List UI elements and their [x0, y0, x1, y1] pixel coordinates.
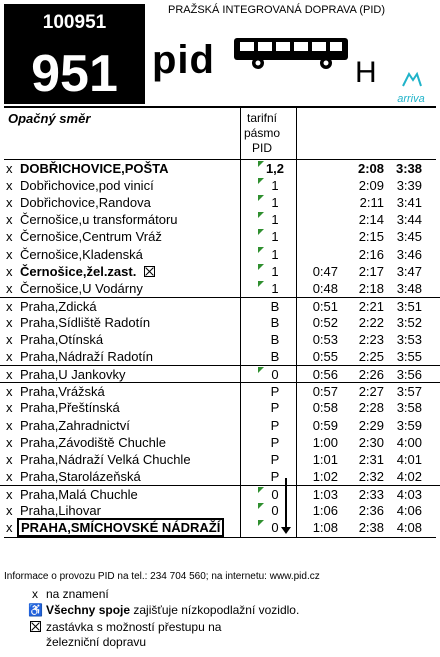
request-stop-mark: x [6, 434, 13, 450]
legend-low-floor [46, 603, 299, 618]
arriva-logo [388, 70, 434, 105]
request-stop-mark: x [6, 451, 13, 467]
stop-row [0, 451, 440, 468]
departure-time-2: 2:30 [358, 434, 384, 450]
stop-name-cell [20, 399, 240, 416]
departure-time-3: 3:48 [396, 280, 422, 296]
pid-brand: pid [152, 38, 215, 82]
tariff-zone: P [270, 468, 280, 484]
tariff-zone: P [270, 400, 280, 416]
departure-time-3: 3:55 [396, 349, 422, 365]
tariff-zone: P [270, 384, 280, 400]
footer-divider [4, 537, 436, 538]
train-transfer-icon [144, 266, 155, 277]
stop-name: Praha,Závodiště Chuchle [20, 434, 166, 450]
stop-name-cell [20, 314, 240, 331]
header-divider [4, 106, 436, 108]
stop-row [0, 314, 440, 331]
request-stop-mark: x [6, 161, 13, 176]
departure-time-2: 2:29 [358, 417, 384, 433]
departure-time-2: 2:08 [357, 161, 384, 176]
tariff-zone: 0 [271, 520, 279, 536]
departure-time-3: 3:53 [396, 332, 422, 347]
tariff-zone: 0 [271, 503, 279, 518]
wheelchair-icon: ♿ [28, 603, 43, 617]
stop-row [0, 263, 440, 280]
departure-time-2: 2:25 [358, 349, 384, 365]
departure-time-1: 0:57 [312, 384, 338, 400]
stop-name-cell [20, 451, 240, 468]
departure-time-2: 2:15 [358, 229, 384, 245]
train-transfer-icon [28, 620, 42, 634]
departure-time-2: 2:18 [358, 280, 384, 296]
stop-row [0, 417, 440, 434]
stop-name: Černošice,žel.zast. [20, 263, 137, 279]
stop-name: Dobřichovice,pod vinicí [20, 178, 154, 194]
stop-name-cell [20, 434, 240, 451]
request-stop-mark: x [6, 263, 13, 279]
request-stop-mark: x [6, 417, 13, 433]
departure-time-3: 3:56 [396, 367, 422, 383]
departure-time-1: 0:56 [312, 367, 338, 383]
stop-flag: H [355, 56, 377, 89]
stop-name: PRAHA,SMÍCHOVSKÉ NÁDRAŽÍ [21, 520, 221, 536]
stop-name-cell [20, 366, 240, 383]
departure-time-2: 2:26 [358, 367, 384, 383]
stop-name-cell [20, 348, 240, 365]
stop-name-cell [20, 331, 240, 348]
stop-name-cell [20, 383, 240, 400]
departure-time-3: 4:08 [396, 520, 422, 536]
stop-name: Černošice,Centrum Vráž [20, 229, 162, 245]
departure-time-2: 2:23 [358, 332, 384, 347]
departure-time-3: 4:02 [396, 468, 422, 484]
request-stop-mark: x [6, 246, 13, 262]
stop-row [0, 502, 440, 519]
stop-name: Praha,Starolázeňská [20, 468, 141, 484]
route-end-arrow [285, 478, 287, 531]
departure-time-2: 2:32 [358, 468, 384, 484]
stop-name-cell [20, 519, 240, 536]
stop-name: Praha,Přeštínská [20, 400, 120, 416]
stop-name: Praha,Nádraží Radotín [20, 349, 153, 365]
stop-name-cell [20, 246, 240, 263]
tariff-zone: 1 [271, 246, 279, 262]
departure-time-1: 0:52 [312, 314, 338, 330]
stop-row [0, 365, 440, 383]
stop-row [0, 434, 440, 451]
departure-time-2: 2:28 [358, 400, 384, 416]
departure-time-2: 2:22 [358, 314, 384, 330]
stop-name-cell [20, 211, 240, 228]
tariff-zone-header [232, 111, 292, 156]
request-stop-mark: x [6, 468, 13, 484]
tariff-zone: 0 [271, 367, 279, 383]
departure-time-3: 3:52 [396, 314, 422, 330]
departure-time-3: 3:59 [396, 417, 422, 433]
departure-time-2: 2:36 [358, 503, 384, 518]
tariff-zone: B [270, 314, 280, 330]
departure-time-3: 4:03 [396, 486, 422, 502]
departure-time-3: 3:47 [396, 263, 422, 279]
tariff-zone: 1,2 [265, 161, 285, 176]
request-stop-mark: x [6, 367, 13, 383]
tariff-zone: B [270, 298, 280, 314]
stop-name: Praha,Zdická [20, 298, 97, 314]
stop-name-cell [20, 502, 240, 519]
request-stop-mark: x [6, 486, 13, 502]
stop-row [0, 194, 440, 211]
tariff-zone: 1 [271, 229, 279, 245]
stop-name-cell [20, 160, 240, 177]
tariff-zone: B [270, 349, 280, 365]
stop-name: Dobřichovice,Randova [20, 195, 151, 211]
departure-time-3: 3:44 [396, 212, 422, 228]
request-stop-mark: x [6, 384, 13, 400]
stop-name-cell [20, 468, 240, 485]
stop-name: Praha,Malá Chuchle [20, 486, 138, 502]
stop-name-cell [20, 486, 240, 503]
direction-label: Opačný směr [8, 111, 91, 126]
bus-icon [232, 36, 350, 77]
departure-time-2: 2:09 [358, 178, 384, 194]
departure-time-1: 1:08 [312, 520, 338, 536]
request-stop-mark: x [6, 195, 13, 211]
line-number: 951 [31, 45, 118, 103]
departure-time-2: 2:17 [358, 263, 384, 279]
departure-time-2: 2:31 [358, 451, 384, 467]
departure-time-3: 3:41 [396, 195, 422, 211]
request-stop-mark: x [6, 520, 13, 536]
departure-time-3: 4:00 [396, 434, 422, 450]
stop-row [0, 280, 440, 297]
legend-train-transfer-line-2: železniční dopravu [46, 635, 147, 649]
departure-time-3: 3:39 [396, 178, 422, 194]
legend-train-transfer-line-1: zastávka s možností přestupu na [46, 620, 222, 634]
terminal-stop-box [17, 518, 224, 537]
stop-row [0, 228, 440, 245]
tariff-zone: P [270, 417, 280, 433]
departure-time-3: 3:58 [396, 400, 422, 416]
departure-time-2: 2:21 [358, 298, 384, 314]
request-stop-mark: x [6, 298, 13, 314]
request-stop-mark: x [6, 280, 13, 296]
departure-time-3: 3:57 [396, 384, 422, 400]
stop-row [0, 160, 440, 177]
tariff-label-1: tarifní [246, 111, 277, 125]
stop-row [0, 246, 440, 263]
request-stop-mark: x [6, 314, 13, 330]
arrow-down-icon [281, 527, 291, 534]
tariff-zone: 1 [271, 195, 279, 211]
departure-time-2: 2:16 [358, 246, 384, 262]
arriva-logo-text: arriva [397, 93, 425, 105]
stop-name-cell [20, 298, 240, 315]
departure-time-1: 1:06 [312, 503, 338, 518]
departure-time-2: 2:38 [358, 520, 384, 536]
departure-time-1: 0:59 [312, 417, 338, 433]
departure-time-1: 1:02 [312, 468, 338, 484]
departure-time-1: 1:03 [312, 486, 338, 502]
stop-name: Praha,Nádraží Velká Chuchle [20, 451, 191, 467]
tariff-zone: 1 [271, 280, 279, 296]
line-badge [4, 4, 145, 104]
operator-name: PRAŽSKÁ INTEGROVANÁ DOPRAVA (PID) [168, 4, 385, 16]
legend-request-stop: na znamení [46, 587, 109, 601]
departure-time-3: 4:06 [396, 503, 422, 518]
stop-name: Praha,U Jankovky [20, 367, 126, 383]
stop-name: Praha,Otínská [20, 332, 104, 347]
stop-name-cell [20, 417, 240, 434]
tariff-zone: P [270, 434, 280, 450]
legend-train-transfer [46, 620, 221, 650]
stop-name: Praha,Sídliště Radotín [20, 314, 151, 330]
request-stop-mark: x [6, 178, 13, 194]
tariff-zone: 1 [271, 212, 279, 228]
departure-time-2: 2:14 [358, 212, 384, 228]
arriva-icon [399, 70, 423, 88]
departure-time-3: 3:38 [395, 161, 422, 176]
tariff-label-3: PID [251, 141, 272, 155]
stop-name-cell [20, 263, 240, 280]
stop-row [0, 468, 440, 485]
stop-name: Černošice,u transformátoru [20, 212, 178, 228]
contact-info: Informace o provozu PID na tel.: 234 704 560; na internetu: www.pid.cz [4, 571, 320, 582]
departure-time-1: 0:48 [312, 280, 338, 296]
stop-row [0, 519, 440, 536]
departure-time-3: 3:45 [396, 229, 422, 245]
departure-time-2: 2:27 [358, 384, 384, 400]
legend-low-floor-text: zajišťuje nízkopodlažní vozidlo. [130, 603, 300, 617]
departure-time-2: 2:33 [358, 486, 384, 502]
tariff-label-2: pásmo [243, 126, 281, 140]
tariff-zone: 1 [271, 178, 279, 194]
legend-low-floor-bold: Všechny spoje [46, 603, 131, 617]
departure-time-1: 1:01 [312, 451, 338, 467]
stop-name-cell [20, 194, 240, 211]
tariff-zone: 0 [271, 486, 279, 502]
request-stop-mark: x [6, 212, 13, 228]
stop-name: Praha,Vrážská [20, 384, 105, 400]
departure-time-3: 3:46 [396, 246, 422, 262]
stop-name: Černošice,U Vodárny [20, 280, 143, 296]
stop-row [0, 331, 440, 348]
tariff-zone: 1 [271, 263, 279, 279]
stop-name-cell [20, 177, 240, 194]
departure-time-1: 1:00 [312, 434, 338, 450]
request-stop-mark: x [6, 349, 13, 365]
departure-time-1: 0:53 [312, 332, 338, 347]
request-stop-symbol: x [32, 587, 38, 601]
stop-row [0, 348, 440, 365]
departure-time-1: 0:51 [312, 298, 338, 314]
stop-row [0, 177, 440, 194]
line-id: 100951 [42, 12, 107, 33]
stop-name: Praha,Zahradnictví [20, 417, 130, 433]
departure-time-2: 2:11 [359, 195, 384, 211]
stop-row [0, 297, 440, 315]
departure-time-3: 3:51 [396, 298, 422, 314]
stop-name: Praha,Lihovar [20, 503, 101, 518]
tariff-zone: P [270, 451, 280, 467]
request-stop-mark: x [6, 503, 13, 518]
departure-time-1: 0:55 [312, 349, 338, 365]
stop-row [0, 382, 440, 400]
request-stop-mark: x [6, 332, 13, 347]
stop-name: DOBŘICHOVICE,POŠTA [20, 161, 169, 176]
stop-row [0, 211, 440, 228]
stop-name-cell [20, 280, 240, 297]
stop-name: Černošice,Kladenská [20, 246, 143, 262]
departure-time-3: 4:01 [396, 451, 422, 467]
request-stop-mark: x [6, 229, 13, 245]
tariff-zone: B [270, 332, 280, 347]
request-stop-mark: x [6, 400, 13, 416]
departure-time-1: 0:47 [312, 263, 338, 279]
departure-time-1: 0:58 [312, 400, 338, 416]
stop-name-cell [20, 228, 240, 245]
stop-row [0, 485, 440, 503]
stop-row [0, 399, 440, 416]
